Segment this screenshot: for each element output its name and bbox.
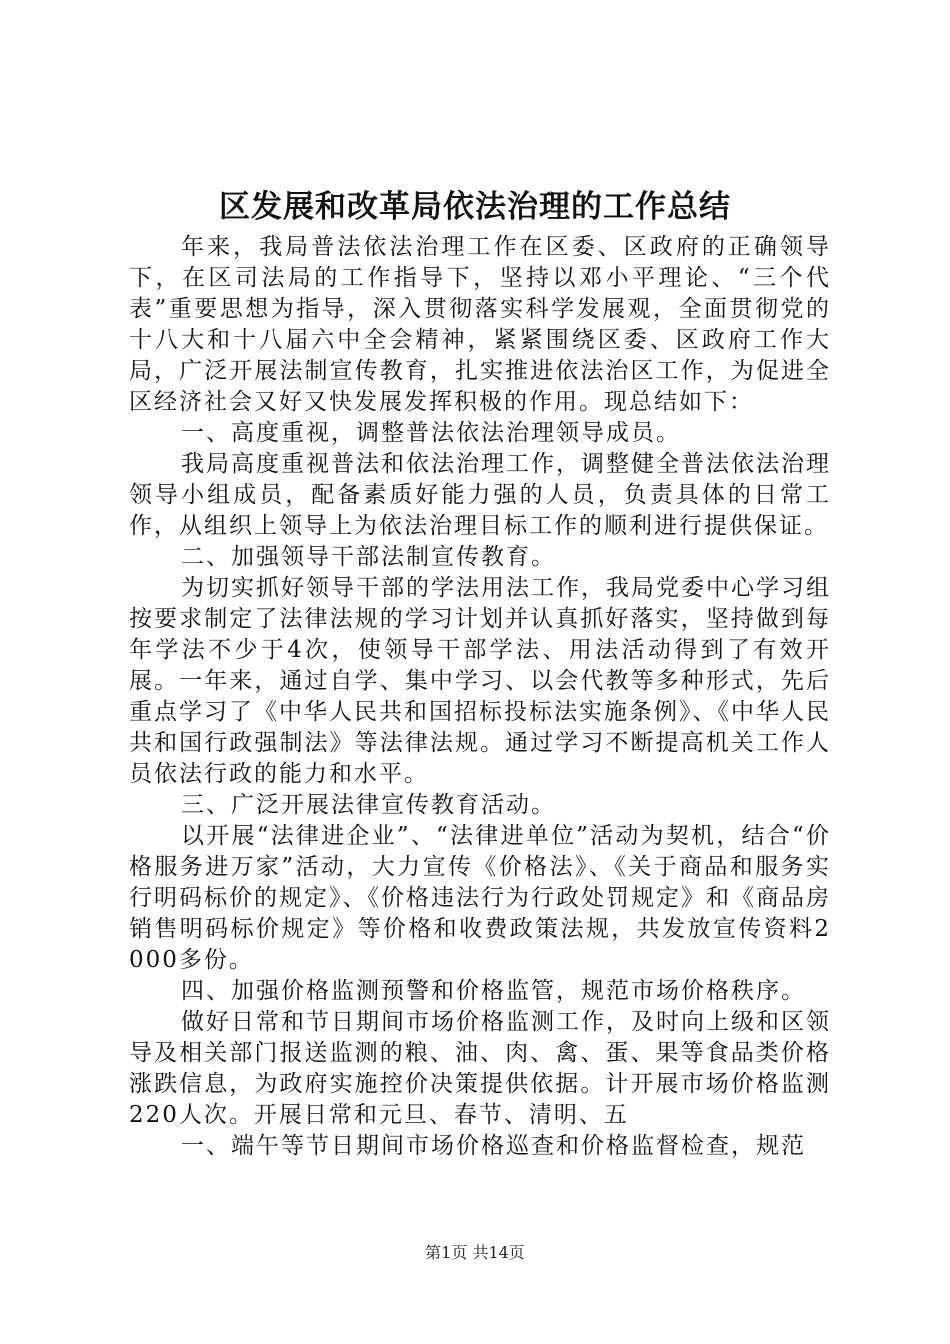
paragraph-intro: 年来，我局普法依法治理工作在区委、区政府的正确领导下，在区司法局的工作指导下，坚持以邓小平理论、“三个代表”重要思想为指导，深入贯彻落实科学发展观，全面贯彻党的十八大和十八届六中全会精神，紧紧围绕区委、区政府工作大局，广泛开展法制宣传教育，扎实推进依法治区工作，为促进全区经济社会又好又快发展发挥积极的作用。现总结如下： <box>129 234 831 415</box>
document-title: 区发展和改革局依法治理的工作总结 <box>219 189 731 225</box>
section-heading-1: 一、高度重视，调整普法依法治理领导成员。 <box>181 420 681 446</box>
section-heading-3: 三、广泛开展法律宣传教育活动。 <box>181 792 556 818</box>
paragraph-section-1: 我局高度重视普法和依法治理工作，调整健全普法依法治理领导小组成员，配备素质好能力强的人员，负责具体的日常工作，从组织上领导上为依法治理目标工作的顺利进行提供保证。 <box>129 451 831 539</box>
section-heading-2: 二、加强领导干部法制宣传教育。 <box>181 544 556 570</box>
paragraph-section-2: 为切实抓好领导干部的学法用法工作，我局党委中心学习组按要求制定了法律法规的学习计划并认真抓好落实，坚持做到每年学法不少于4次，使领导干部学法、用法活动得到了有效开展。一年来，通过自学、集中学习、以会代教等多种形式，先后重点学习了《中华人民共和国招标投标法实施条例》、《中华人民共和国行政强制法》等法律法规。通过学习不断提高机关工作人员依法行政的能力和水平。 <box>129 575 831 787</box>
paragraph-section-3: 以开展“法律进企业”、“法律进单位”活动为契机，结合“价格服务进万家”活动，大力宣传《价格法》、《关于商品和服务实行明码标价的规定》、《价格违法行为行政处罚规定》和《商品房销售明码标价规定》等价格和收费政策法规，共发放宣传资料2000多份。 <box>129 823 831 973</box>
paragraph-section-4: 做好日常和节日期间市场价格监测工作，及时向上级和区领导及相关部门报送监测的粮、油、肉、禽、蛋、果等食品类价格涨跌信息，为政府实施控价决策提供依据。计开展市场价格监测220人次。开展日常和元旦、春节、清明、五 <box>129 1009 831 1128</box>
document-body <box>129 232 831 1162</box>
paragraph-continuation: 一、端午等节日期间市场价格巡查和价格监督检查，规范 <box>181 1133 806 1159</box>
section-heading-4: 四、加强价格监测预警和价格监管，规范市场价格秩序。 <box>181 978 806 1004</box>
page-number-footer: 第1页 共14页 <box>425 1243 525 1262</box>
